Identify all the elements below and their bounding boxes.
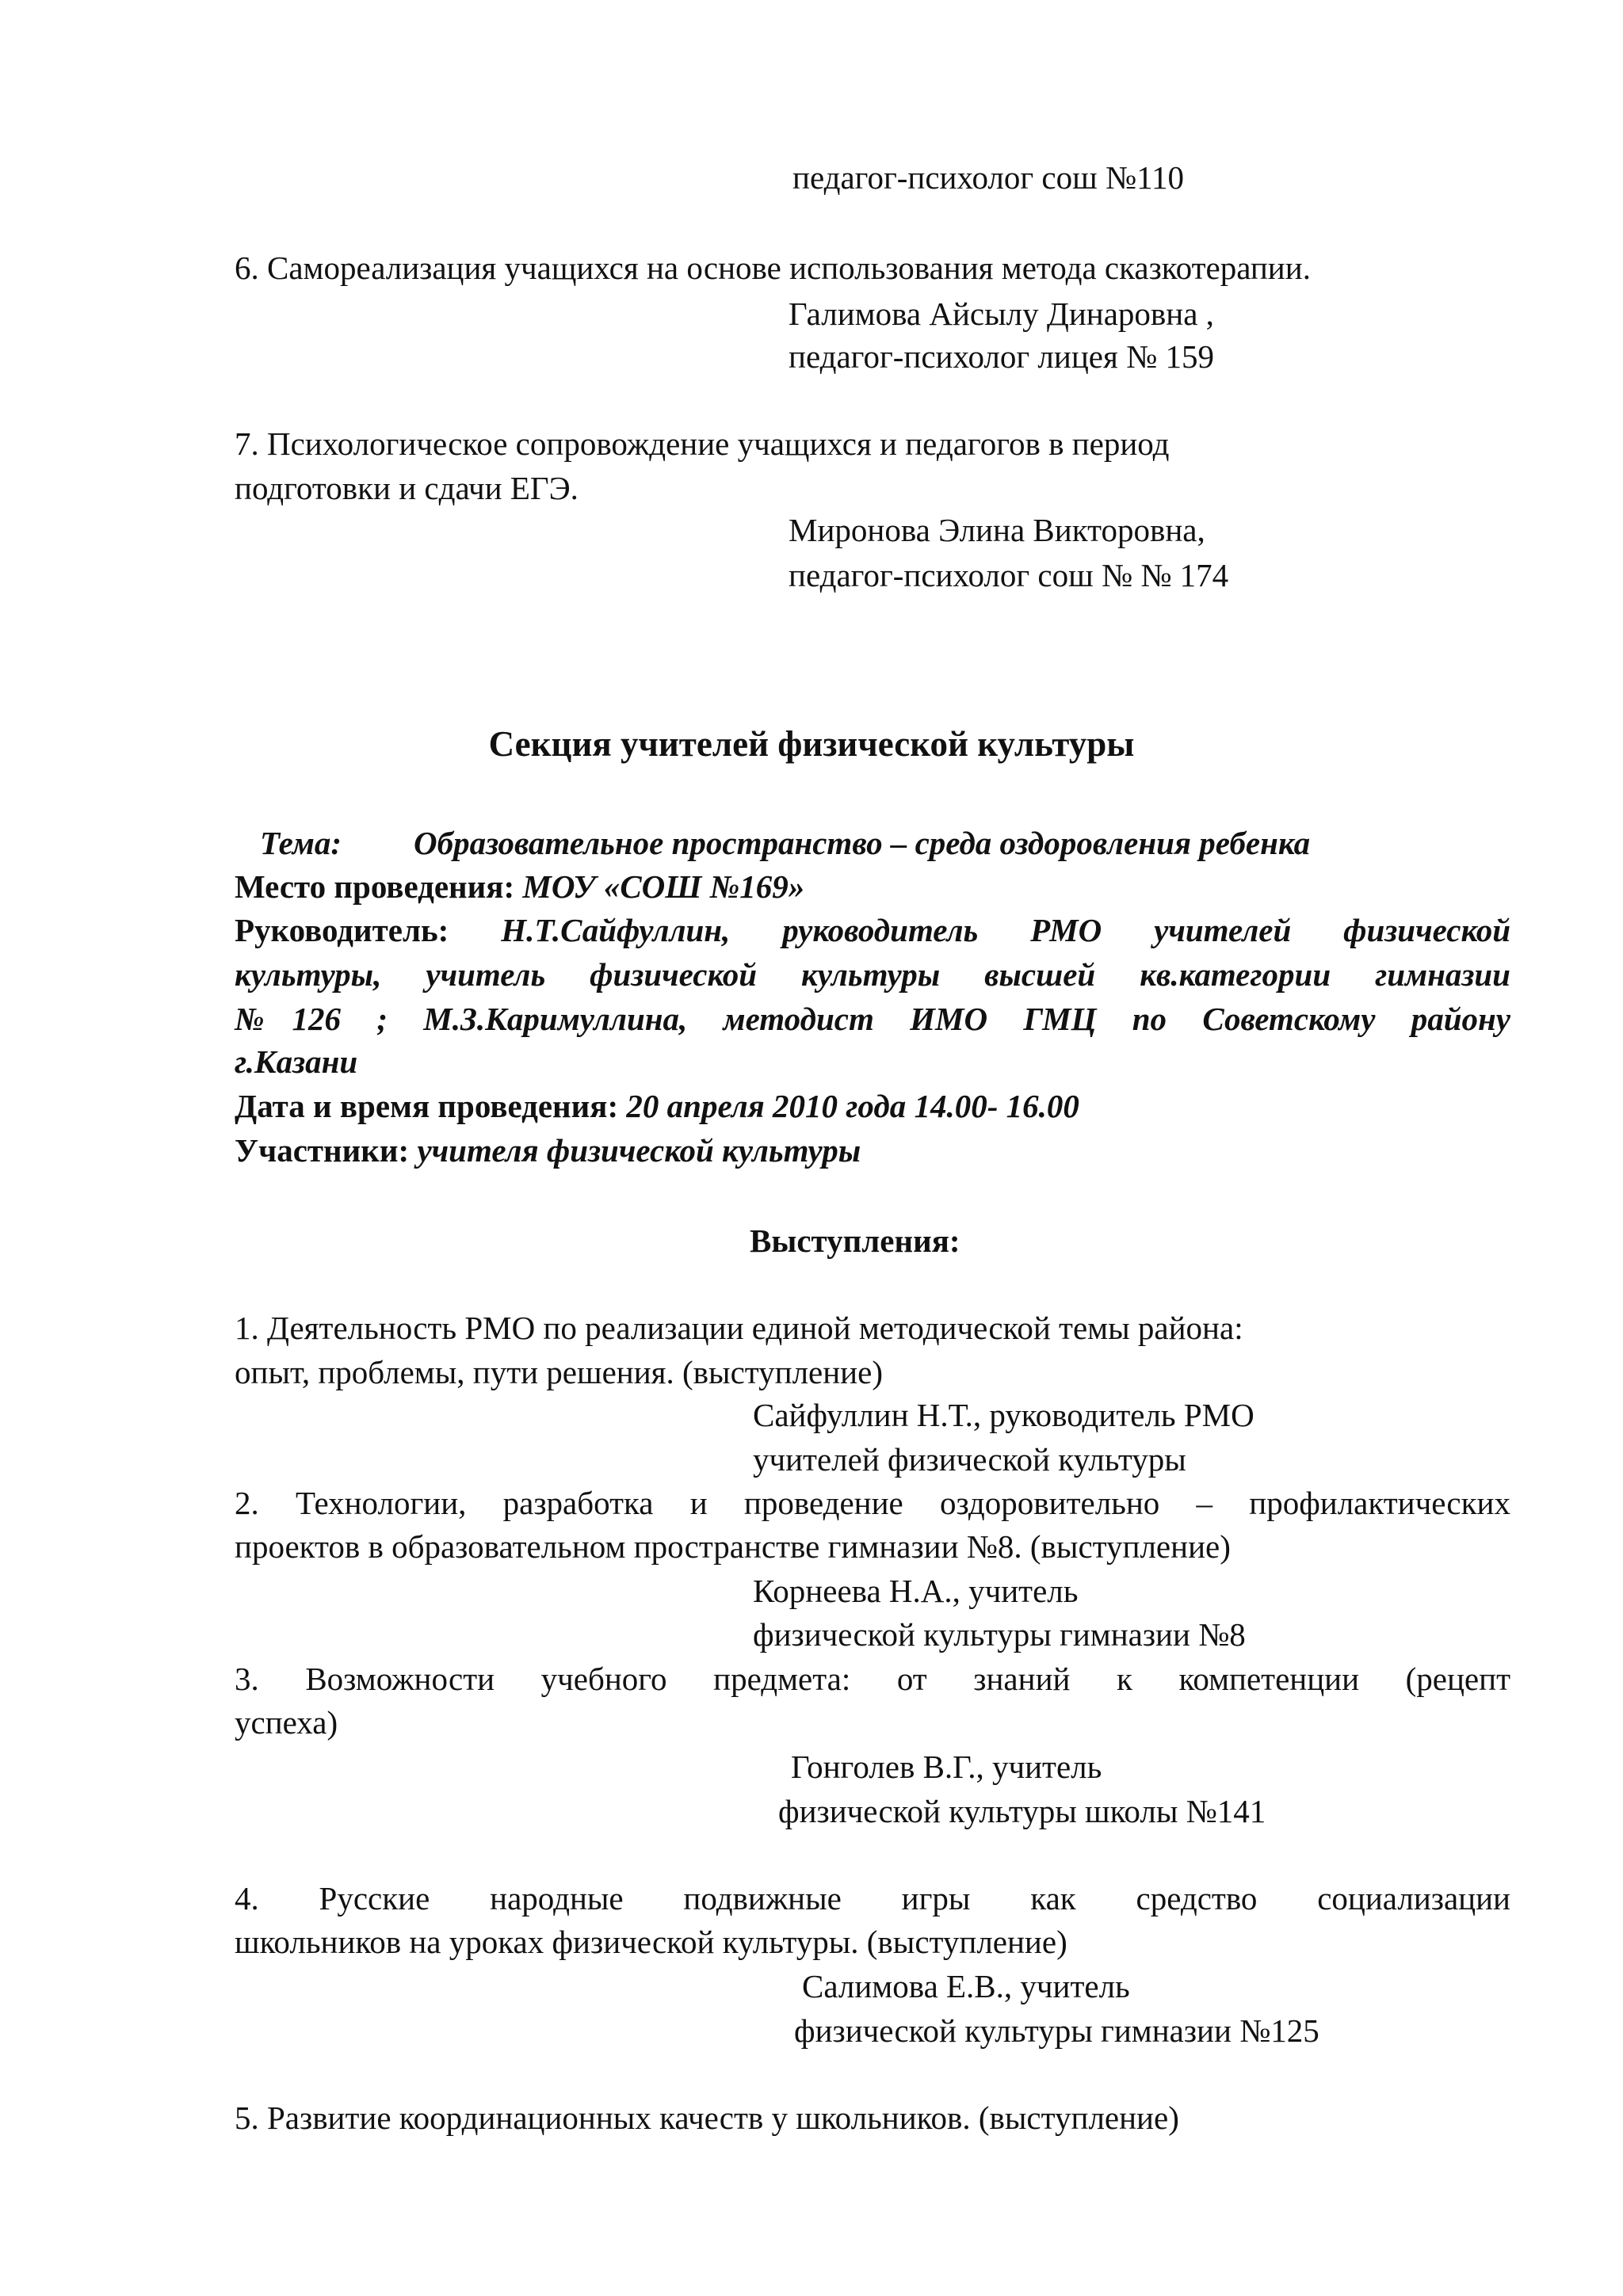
item-6-position: педагог-психолог лицея № 159 bbox=[789, 338, 1214, 375]
talk-3-author: Гонголев В.Г., учитель bbox=[791, 1749, 1102, 1785]
talk-3-title-line-1: 3. Возможности учебного предмета: от знаний к компетенции (рецепт bbox=[235, 1661, 1510, 1697]
leader-value-2: культуры, учитель физической культуры высшей кв.категории гимназии bbox=[235, 956, 1510, 993]
venue-label: Место проведения: bbox=[235, 868, 515, 905]
item-7-author: Миронова Элина Викторовна, bbox=[789, 512, 1205, 548]
talk-4-title-line-2: школьников на уроках физической культуры. (выступление) bbox=[235, 1924, 1067, 1960]
talk-2-author: Корнеева Н.А., учитель bbox=[753, 1573, 1079, 1609]
participants-value: учителя физической культуры bbox=[417, 1132, 861, 1169]
item-6-title: 6. Самореализация учащихся на основе использования метода сказкотерапии. bbox=[235, 250, 1311, 286]
talk-1-title-line-2: опыт, проблемы, пути решения. (выступление) bbox=[235, 1354, 883, 1390]
talk-5-title-line-1: 5. Развитие координационных качеств у школьников. (выступление) bbox=[235, 2100, 1179, 2136]
talk-4-author: Салимова Е.В., учитель bbox=[802, 1968, 1130, 2004]
talk-2-title-line-1: 2. Технологии, разработка и проведение оздоровительно – профилактических bbox=[235, 1485, 1510, 1521]
talk-1-position: учителей физической культуры bbox=[753, 1441, 1186, 1478]
theme-label: Тема: bbox=[260, 825, 342, 861]
talk-1-title-line-1: 1. Деятельность РМО по реализации единой методической темы района: bbox=[235, 1310, 1243, 1346]
datetime-label: Дата и время проведения: bbox=[235, 1088, 619, 1124]
leader-value-4: г.Казани bbox=[235, 1043, 358, 1080]
theme-value: Образовательное пространство – среда оздоровления ребенка bbox=[414, 825, 1311, 861]
section-heading: Секция учителей физической культуры bbox=[488, 724, 1135, 764]
item-7-title-line-1: 7. Психологическое сопровождение учащихся и педагогов в период bbox=[235, 425, 1170, 462]
talk-3-title-line-2: успеха) bbox=[235, 1704, 338, 1741]
datetime-line bbox=[235, 1085, 1079, 1127]
item-6-author: Галимова Айсылу Динаровна , bbox=[789, 296, 1214, 332]
leader-value-3: №126 ; М.З.Каримуллина, методист ИМО ГМЦ по Советскому району bbox=[235, 1001, 1510, 1037]
talk-2-title-line-2: проектов в образовательном пространстве гимназии №8. (выступление) bbox=[235, 1528, 1231, 1565]
venue-line bbox=[235, 866, 804, 907]
item-7-title-line-2: подготовки и сдачи ЕГЭ. bbox=[235, 470, 579, 506]
participants-label: Участники: bbox=[235, 1132, 410, 1169]
prev-position-line: педагог-психолог сош №110 bbox=[792, 159, 1185, 196]
talk-2-position: физической культуры гимназии №8 bbox=[753, 1616, 1246, 1653]
talk-1-author: Сайфуллин Н.Т., руководитель РМО bbox=[753, 1397, 1254, 1433]
talk-3-position: физической культуры школы №141 bbox=[778, 1793, 1266, 1829]
leader-label: Руководитель: bbox=[235, 912, 449, 948]
item-7-position: педагог-психолог сош № № 174 bbox=[789, 557, 1229, 593]
talk-4-position: физической культуры гимназии №125 bbox=[794, 2012, 1319, 2049]
venue-value: МОУ «СОШ №169» bbox=[522, 868, 805, 905]
leader-line-1 bbox=[235, 910, 1510, 951]
leader-value-1: Н.Т.Сайфуллин, руководитель РМО учителей физической bbox=[501, 912, 1510, 948]
talk-4-title-line-1: 4. Русские народные подвижные игры как средство социализации bbox=[235, 1880, 1510, 1917]
participants-line bbox=[235, 1130, 861, 1171]
talks-heading: Выступления: bbox=[750, 1222, 960, 1259]
datetime-value: 20 апреля 2010 года 14.00- 16.00 bbox=[626, 1088, 1079, 1124]
